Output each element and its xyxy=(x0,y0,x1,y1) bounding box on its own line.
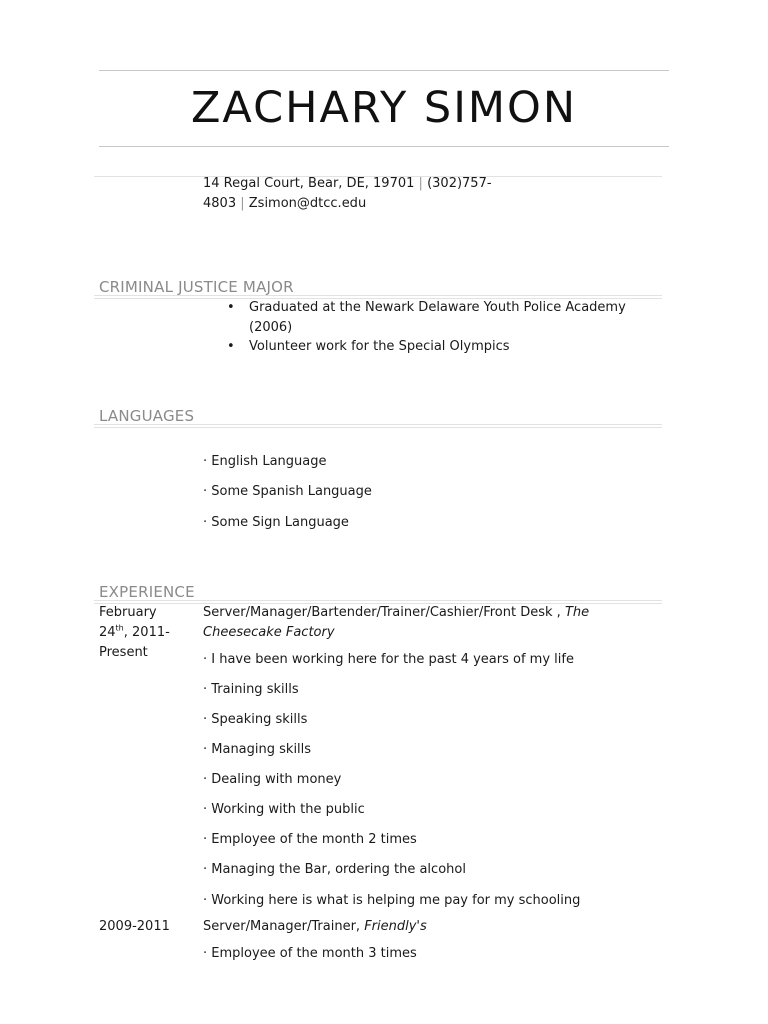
job1-date-line2 xyxy=(99,623,170,643)
job1-bullet: · Managing skills xyxy=(203,742,312,757)
contact-phone-part2: 4803 xyxy=(203,196,237,211)
job1-bullet: · Employee of the month 2 times xyxy=(203,832,417,847)
job1-employer-part1: The xyxy=(564,605,590,620)
contact-line-1 xyxy=(203,174,523,194)
major-rule-1 xyxy=(94,295,662,296)
job1-title-block xyxy=(203,603,623,643)
list-item xyxy=(227,298,649,318)
top-rule xyxy=(99,70,669,71)
experience-rule-1 xyxy=(94,600,662,601)
job1-bullet: · Working with the public xyxy=(203,802,365,817)
list-item xyxy=(227,338,649,356)
contact-phone-part1: (302)757- xyxy=(427,176,492,191)
job1-bullet: · Managing the Bar, ordering the alcohol xyxy=(203,862,466,877)
contact-block xyxy=(203,174,523,214)
language-item: · English Language xyxy=(203,454,327,469)
contact-separator: | xyxy=(418,176,423,191)
job1-date-line3: Present xyxy=(99,645,148,660)
job1-date-suffix: th xyxy=(115,623,124,633)
job1-bullet: · I have been working here for the past 4 years of my life xyxy=(203,652,574,667)
job1-date-day: 24 xyxy=(99,625,116,640)
languages-heading: LANGUAGES xyxy=(99,407,195,425)
name-bottom-rule xyxy=(99,146,669,147)
job1-employer-part2: Cheesecake Factory xyxy=(203,625,335,640)
job1-date-rest: , 2011- xyxy=(123,625,170,640)
list-item-continuation xyxy=(249,318,649,338)
job1-bullet: · Working here is what is helping me pay for my schooling xyxy=(203,893,581,908)
job1-bullet: · Speaking skills xyxy=(203,712,308,727)
experience-heading: EXPERIENCE xyxy=(99,583,195,601)
job2-employer: Friendly's xyxy=(364,919,427,934)
bullet-dot: • xyxy=(227,300,235,315)
bullet-dot: • xyxy=(227,339,235,354)
language-item: · Some Sign Language xyxy=(203,515,349,530)
job2-bullet: · Employee of the month 3 times xyxy=(203,946,417,961)
resume-name: ZACHARY SIMON xyxy=(190,83,578,133)
languages-rule-2 xyxy=(94,427,662,428)
job1-title-line1 xyxy=(203,603,623,623)
job1-bullet: · Dealing with money xyxy=(203,772,342,787)
major-heading: CRIMINAL JUSTICE MAJOR xyxy=(99,278,294,296)
job1-date-line1: February xyxy=(99,605,157,620)
language-item: · Some Spanish Language xyxy=(203,484,372,499)
contact-address: 14 Regal Court, Bear, DE, 19701 xyxy=(203,176,415,191)
job2-title: Server/Manager/Trainer, xyxy=(203,919,361,934)
job1-title: Server/Manager/Bartender/Trainer/Cashier/Front Desk , xyxy=(203,605,561,620)
job2-title-block xyxy=(203,918,427,936)
major-item-1: Graduated at the Newark Delaware Youth Police Academy xyxy=(249,300,626,315)
major-item-1-cont: (2006) xyxy=(249,320,293,335)
major-item-2: Volunteer work for the Special Olympics xyxy=(249,339,510,354)
job1-date xyxy=(99,603,170,663)
job1-bullet: · Training skills xyxy=(203,682,299,697)
contact-line-2 xyxy=(203,194,523,214)
job1-title-line2 xyxy=(203,623,623,643)
languages-rule-1 xyxy=(94,424,662,425)
contact-separator-2: | xyxy=(240,196,245,211)
job2-date: 2009-2011 xyxy=(99,919,170,934)
major-list xyxy=(227,298,649,356)
contact-email[interactable]: Zsimon@dtcc.edu xyxy=(248,196,367,211)
